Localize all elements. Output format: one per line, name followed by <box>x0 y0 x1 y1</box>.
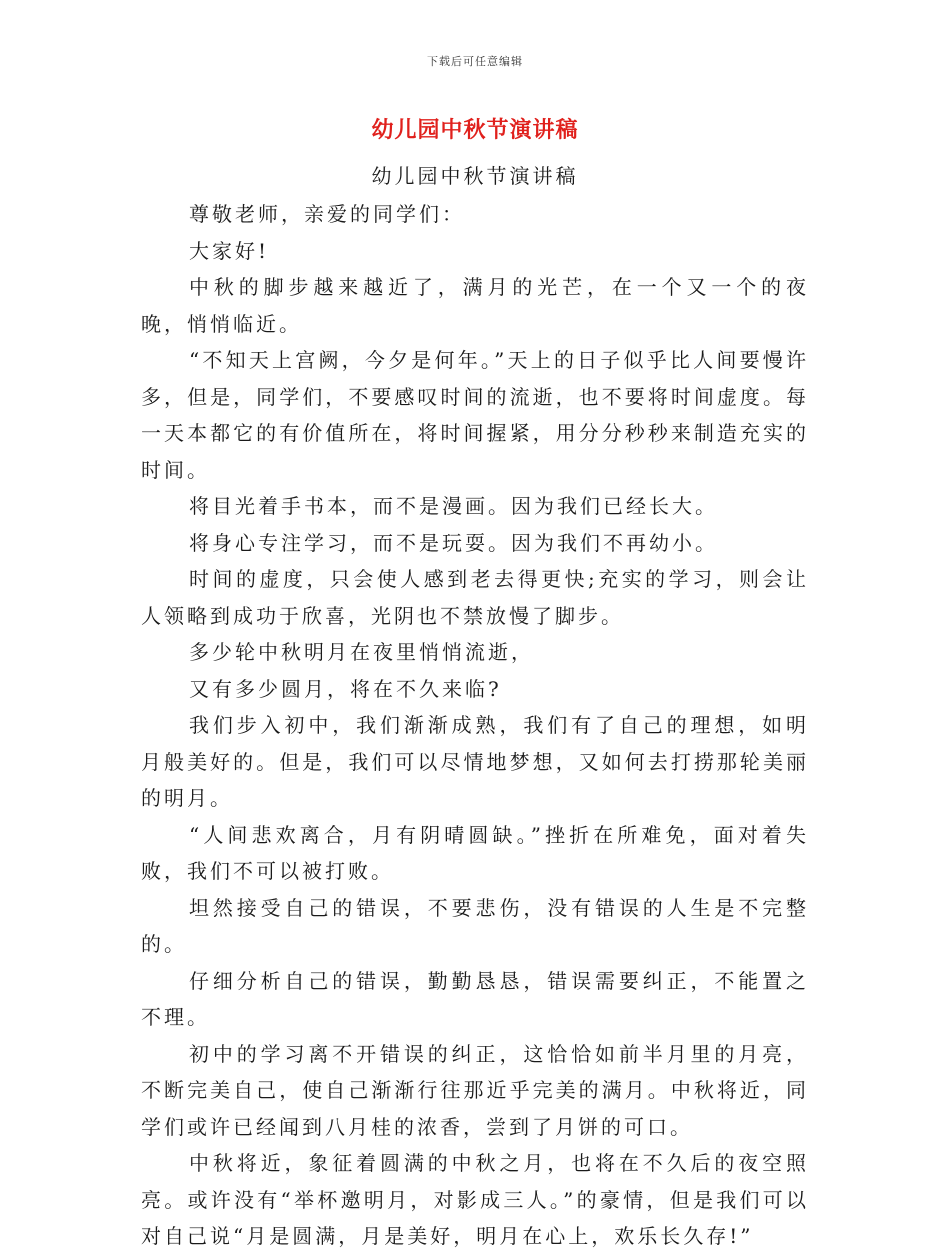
paragraph: “不知天上宫阙，今夕是何年。”天上的日子似乎比人间要慢许多，但是，同学们，不要感叹时间的流逝，也不要将时间虚度。每一天本都它的有价值所在，将时间握紧，用分分秒秒来制造充实的时间。 <box>141 348 809 482</box>
paragraph: 坦然接受自己的错误，不要悲伤，没有错误的人生是不完整的。 <box>141 895 809 956</box>
paragraph: 中秋将近，象征着圆满的中秋之月，也将在不久后的夜空照亮。或许没有“举杯邀明月，对影成三人。”的豪情，但是我们可以对自己说“月是圆满，月是美好，明月在心上，欢乐长久存!” <box>141 1151 809 1248</box>
paragraph: 仔细分析自己的错误，勤勤恳恳，错误需要纠正，不能置之不理。 <box>141 968 809 1029</box>
paragraph: “人间悲欢离合，月有阴晴圆缺。”挫折在所难免，面对着失败，我们不可以被打败。 <box>141 822 809 883</box>
paragraph: 多少轮中秋明月在夜里悄悄流逝， <box>189 640 534 664</box>
paragraph: 将身心专注学习，而不是玩耍。因为我们不再幼小。 <box>189 530 718 555</box>
document-title: 幼儿园中秋节演讲稿 <box>371 118 579 143</box>
paragraph: 时间的虚度，只会使人感到老去得更快;充实的学习，则会让人领略到成功于欣喜，光阴也不禁放慢了脚步。 <box>141 567 809 628</box>
paragraph-salutation: 尊敬老师，亲爱的同学们： <box>189 202 465 226</box>
speech-body <box>141 196 809 1255</box>
paragraph: 又有多少圆月，将在不久来临? <box>189 676 502 701</box>
paragraph-greeting: 大家好! <box>189 238 270 263</box>
document-subtitle: 幼儿园中秋节演讲稿 <box>371 164 579 188</box>
header-note: 下载后可任意编辑 <box>427 55 523 68</box>
paragraph: 中秋的脚步越来越近了，满月的光芒，在一个又一个的夜晚，悄悄临近。 <box>141 275 809 336</box>
paragraph: 我们步入初中，我们渐渐成熟，我们有了自己的理想，如明月般美好的。但是，我们可以尽情地梦想，又如何去打捞那轮美丽的明月。 <box>141 713 809 810</box>
paragraph: 初中的学习离不开错误的纠正，这恰恰如前半月里的月亮，不断完美自己，使自己渐渐行往那近乎完美的满月。中秋将近，同学们或许已经闻到八月桂的浓香，尝到了月饼的可口。 <box>141 1041 809 1139</box>
paragraph: 将目光着手书本，而不是漫画。因为我们已经长大。 <box>189 494 718 518</box>
